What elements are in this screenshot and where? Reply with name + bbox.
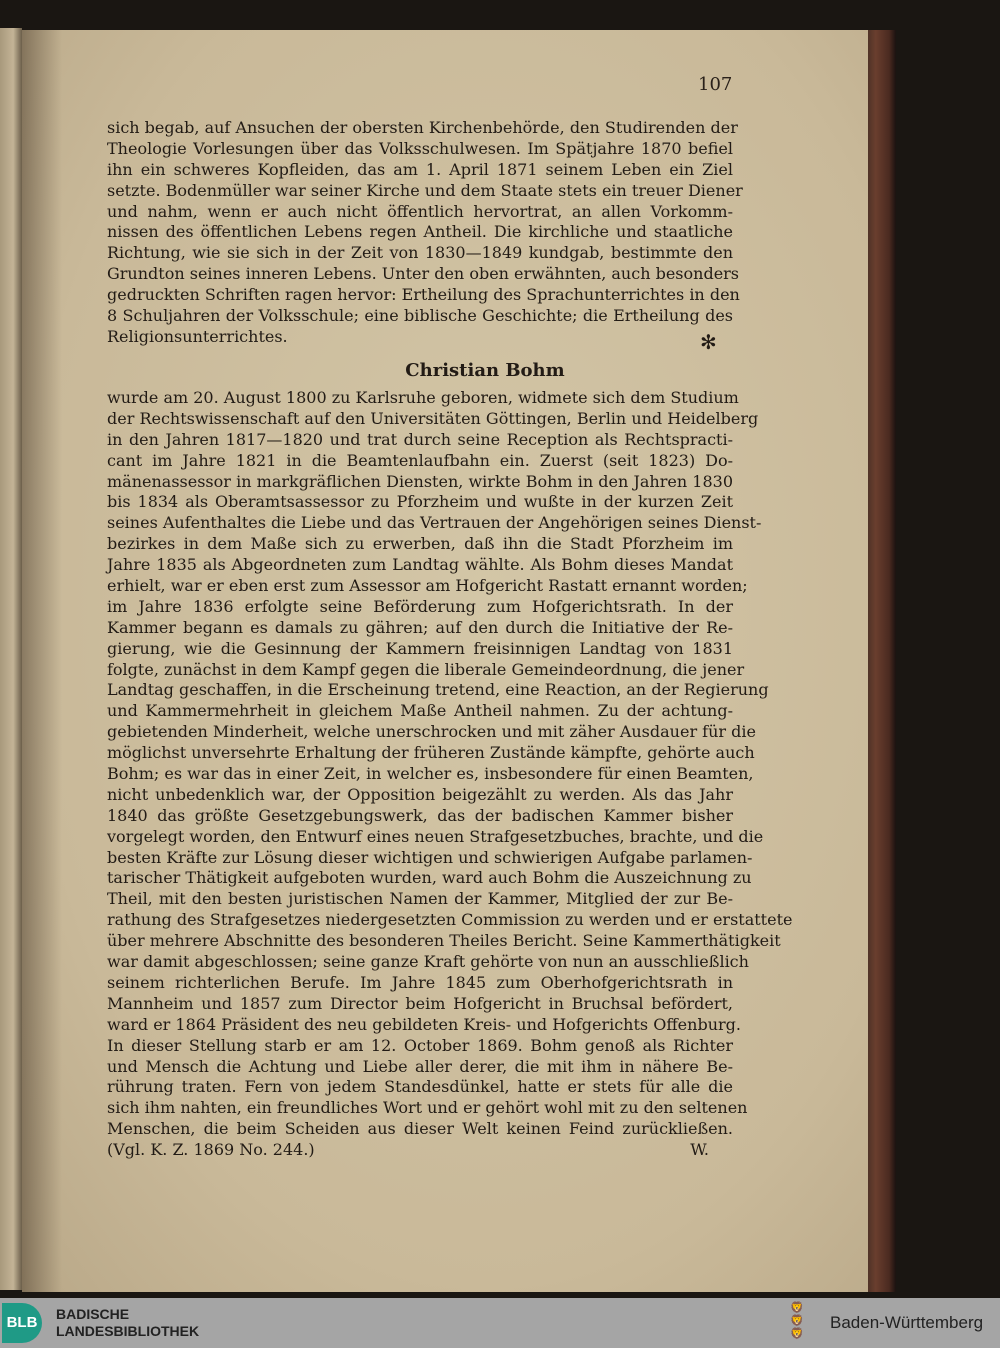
text-line: erhielt, war er eben erst zum Assessor am Hofgericht Rastatt ernannt worden; <box>107 576 748 596</box>
text-line: Theologie Vorlesungen über das Volksschulwesen. Im Spätjahre 1870 befiel <box>107 138 733 158</box>
text-line: und nahm, wenn er auch nicht öffentlich hervortrat, an allen Vorkomm- <box>107 201 733 221</box>
text-line: ihn ein schweres Kopfleiden, das am 1. April 1871 seinem Leben ein Ziel <box>107 159 733 179</box>
text-line: war damit abgeschlossen; seine ganze Kraft gehörte von nun an ausschließlich <box>107 952 749 972</box>
footer-bar <box>0 1298 1000 1348</box>
biography-body <box>107 388 793 1161</box>
heading-text: Christian Bohm <box>405 360 565 381</box>
text-line: tarischer Thätigkeit aufgeboten wurden, ward auch Bohm die Auszeichnung zu <box>107 868 752 888</box>
text-line: In dieser Stellung starb er am 12. October 1869. Bohm genoß als Richter <box>107 1035 733 1055</box>
text-line: Theil, mit den besten juristischen Namen der Kammer, Mitglied der zur Be- <box>107 889 733 909</box>
text-line: Mannheim und 1857 zum Director beim Hofgericht in Bruchsal befördert, <box>107 993 733 1013</box>
text-line: Richtung, wie sie sich in der Zeit von 1830—1849 kundgab, bestimmte den <box>107 243 733 263</box>
text-line: sich begab, auf Ansuchen der obersten Kirchenbehörde, den Studirenden der <box>107 118 738 137</box>
library-name-line1: BADISCHE <box>56 1306 130 1322</box>
text-line: besten Kräfte zur Lösung dieser wichtigen und schwierigen Aufgabe parlamen- <box>107 847 753 867</box>
text-line: ward er 1864 Präsident des neu gebildeten Kreis- und Hofgerichts Offenburg. <box>107 1014 741 1034</box>
text-line: über mehrere Abschnitte des besonderen Theiles Bericht. Seine Kammerthätigkeit <box>107 931 781 951</box>
text-line: bis 1834 als Oberamtsassessor zu Pforzheim und wußte in der kurzen Zeit <box>107 492 733 512</box>
section-mark: ✻ <box>700 330 717 354</box>
text-line: 8 Schuljahren der Volksschule; eine biblische Geschichte; die Ertheilung des <box>107 306 733 326</box>
text-line: Menschen, die beim Scheiden aus dieser Welt keinen Feind zurückließen. <box>107 1119 733 1139</box>
library-name-line2: LANDESBIBLIOTHEK <box>56 1323 200 1339</box>
text-line: Jahre 1835 als Abgeordneten zum Landtag wählte. Als Bohm dieses Mandat <box>107 555 733 575</box>
text-line: rathung des Strafgesetzes niedergesetzten Commission zu werden und er erstattete <box>107 910 793 930</box>
state-name[interactable]: Baden-Württemberg <box>830 1313 984 1332</box>
blb-logo[interactable]: BLB <box>2 1303 42 1343</box>
text-line: wurde am 20. August 1800 zu Karlsruhe geboren, widmete sich dem Studium <box>107 388 739 407</box>
library-name[interactable] <box>56 1306 199 1340</box>
text-line: mänenassessor in markgräflichen Diensten, wirkte Bohm in den Jahren 1830 <box>107 471 733 491</box>
text-line: gedruckten Schriften ragen hervor: Ertheilung des Sprachunterrichtes in den <box>107 285 740 305</box>
text-line: setzte. Bodenmüller war seiner Kirche und dem Staate stets ein treuer Diener <box>107 180 743 200</box>
text-line: in den Jahren 1817—1820 und trat durch seine Reception als Rechtspracti- <box>107 429 733 449</box>
text-line: und Kammermehrheit in gleichem Maße Antheil nahmen. Zu der achtung- <box>107 701 733 721</box>
text-line: rührung traten. Fern von jedem Standesdünkel, hatte er stets für alle die <box>107 1077 733 1097</box>
reference: (Vgl. K. Z. 1869 No. 244.) <box>107 1140 315 1160</box>
text-line: 1840 das größte Gesetzgebungswerk, das der badischen Kammer bisher <box>107 805 733 825</box>
text-line: seines Aufenthaltes die Liebe und das Vertrauen der Angehörigen seines Dienst- <box>107 513 762 533</box>
text-line: gebietenden Minderheit, welche unerschrocken und mit zäher Ausdauer für die <box>107 722 756 742</box>
text-line: nicht unbedenklich war, der Opposition beigezählt zu werden. Als das Jahr <box>107 784 733 804</box>
page-gutter-shadow <box>22 30 62 1292</box>
text-line: Kammer begann es damals zu gähren; auf den durch die Initiative der Re- <box>107 617 733 637</box>
biography-heading <box>0 360 1000 381</box>
text-line: sich ihm nahten, ein freundliches Wort und er gehört wohl mit zu den seltenen <box>107 1098 748 1118</box>
text-line: und Mensch die Achtung und Liebe aller derer, die mit ihm in nähere Be- <box>107 1056 733 1076</box>
text-line: seinem richterlichen Berufe. Im Jahre 1845 zum Oberhofgerichtsrath in <box>107 972 733 992</box>
previous-page-edge <box>0 28 22 1290</box>
text-line: bezirkes in dem Maße sich zu erwerben, daß ihn die Stadt Pforzheim im <box>107 534 733 554</box>
text-line: cant im Jahre 1821 in die Beamtenlaufbahn ein. Zuerst (seit 1823) Do- <box>107 450 733 470</box>
text-line: Religionsunterrichtes. <box>107 326 288 346</box>
text-line: gierung, wie die Gesinnung der Kammern freisinnigen Landtag von 1831 <box>107 638 733 658</box>
previous-biography-ending <box>107 118 743 348</box>
text-line: möglichst unversehrte Erhaltung der früheren Zustände kämpfte, gehörte auch <box>107 743 755 763</box>
reference-line <box>107 1140 733 1161</box>
page-number: 107 <box>698 74 733 95</box>
text-line: folgte, zunächst in dem Kampf gegen die liberale Gemeindeordnung, die jener <box>107 659 745 679</box>
author-initial: W. <box>690 1140 709 1160</box>
text-line: vorgelegt worden, den Entwurf eines neuen Strafgesetzbuches, brachte, und die <box>107 826 764 846</box>
text-line: nissen des öffentlichen Lebens regen Antheil. Die kirchliche und staatliche <box>107 222 733 242</box>
text-line: Grundton seines inneren Lebens. Unter den oben erwähnten, auch besonders <box>107 264 740 284</box>
lions-coat-of-arms-icon: 🦁 🦁 🦁 <box>790 1302 804 1340</box>
text-line: Bohm; es war das in einer Zeit, in welcher es, insbesondere für einen Beamten, <box>107 764 754 784</box>
text-line: im Jahre 1836 erfolgte seine Beförderung zum Hofgerichtsrath. In der <box>107 596 733 616</box>
text-line: der Rechtswissenschaft auf den Universitäten Göttingen, Berlin und Heidelberg <box>107 408 759 428</box>
text-line: Landtag geschaffen, in die Erscheinung tretend, eine Reaction, an der Regierung <box>107 680 769 700</box>
